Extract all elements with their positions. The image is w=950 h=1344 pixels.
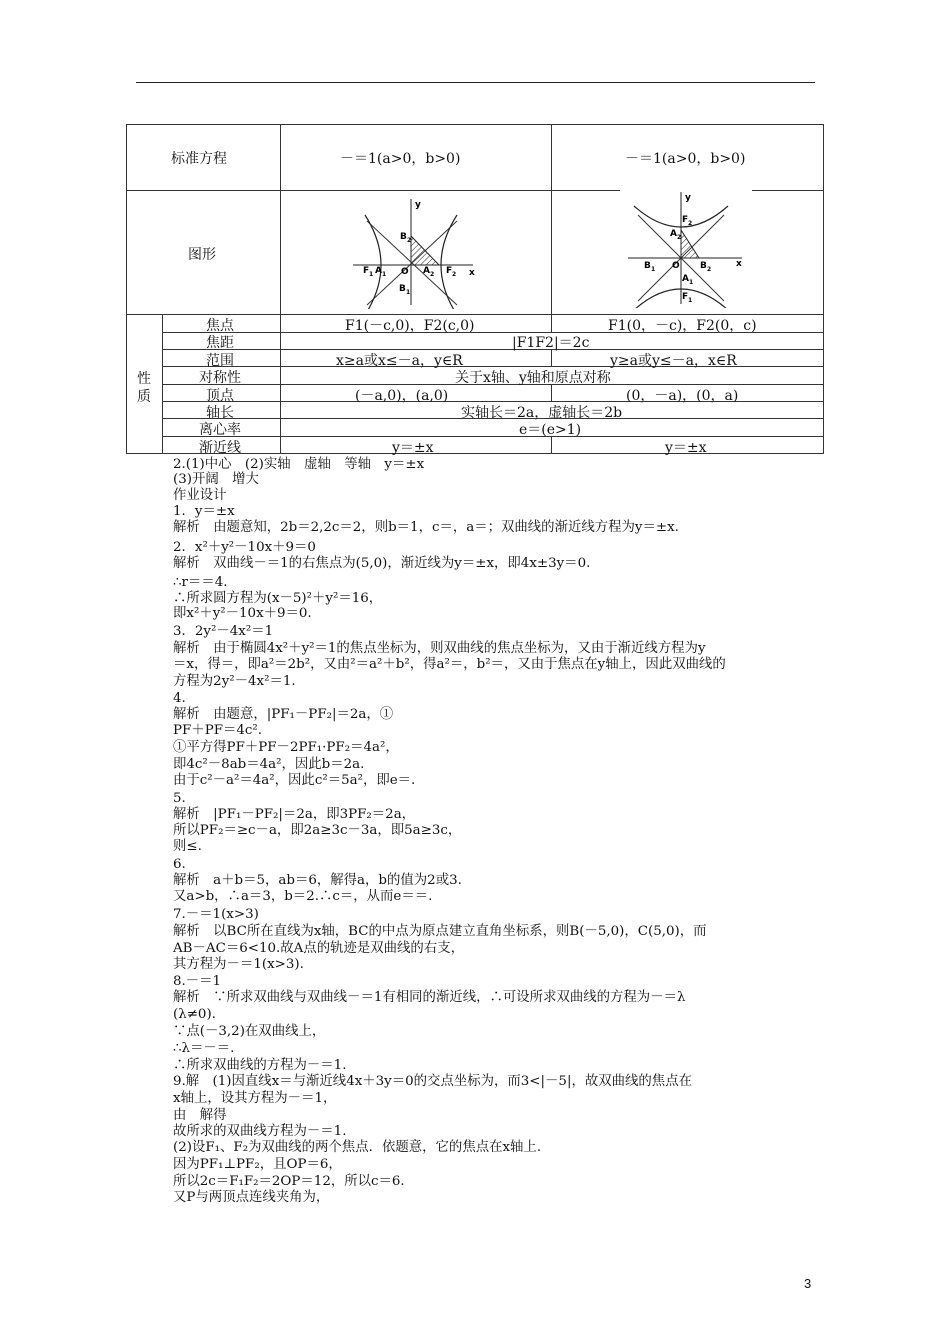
prop-name: 渐近线 (199, 440, 241, 456)
graph-left-F1-sub: 1 (369, 271, 374, 278)
header-rule (136, 82, 815, 83)
shaded-triangle (681, 230, 699, 258)
text-line: 4. (173, 691, 186, 706)
text-line: 3．2y²－4x²＝1 (173, 624, 274, 639)
text-line: ＝x，得＝，即a²＝2b²，又由²＝a²＋b²，得a²＝，b²＝，又由于焦点在y轴上，因此双曲线的 (173, 657, 726, 672)
text-line: ①平方得PF＋PF－2PF₁·PF₂＝4a²， (173, 740, 399, 755)
text-line: 所以2c＝F₁F₂＝2OP＝12，所以c＝6. (173, 1174, 405, 1189)
text-line: 即x²＋y²－10x＋9＝0. (173, 606, 312, 621)
text-line: ∴所求双曲线的方程为－＝1. (173, 1058, 347, 1073)
text-line: 又a>b，∴a＝3，b＝2.∴c＝，从而e＝＝. (173, 889, 433, 904)
graph-left-B2: B (400, 232, 407, 242)
graph-left-A1-sub: 1 (382, 271, 387, 278)
text-line: (λ≠0). (173, 1007, 216, 1022)
prop-right-value: y≥a或y≤－a，x∈R (610, 353, 737, 369)
graph-right-B1-sub: 1 (651, 266, 656, 273)
prop-merged-value: e＝(e>1) (519, 422, 582, 438)
prop-right-value: F1(0，－c)，F2(0，c) (608, 318, 757, 334)
text-line: 由 解得 (173, 1108, 227, 1123)
graph-left-B1-sub: 1 (406, 289, 411, 296)
left-hyperbola-figure (345, 193, 480, 309)
prop-left-value: F1(－c,0)，F2(c,0) (345, 318, 475, 334)
prop-left-value: y＝±x (392, 440, 434, 456)
prop-name: 对称性 (199, 370, 241, 386)
text-line: ∵点(－3,2)在双曲线上， (173, 1024, 326, 1039)
prop-right-value: y＝±x (665, 440, 707, 456)
graph-left-F2-sub: 2 (452, 271, 457, 278)
graph-right-O: O (672, 261, 680, 271)
graph-left-A2-sub: 2 (430, 271, 435, 278)
graph-left-x-label: x (469, 268, 475, 278)
graph-left-A2: A (423, 266, 430, 276)
text-line: 解析 a＋b＝5，ab＝6，解得a，b的值为2或3. (173, 873, 462, 888)
graph-right-B2: B (700, 261, 707, 271)
left-standard-equation: －＝1(a>0，b>0) (340, 151, 461, 167)
left-branch (365, 215, 381, 309)
prop-name: 离心率 (199, 422, 241, 438)
text-line: ∴λ＝－＝. (173, 1041, 235, 1056)
text-line: 8.－＝1 (173, 974, 222, 989)
text-line: (2)设F₁、F₂为双曲线的两个焦点．依题意，它的焦点在x轴上. (173, 1140, 542, 1155)
row-standard-equation-label-cell (126, 124, 281, 191)
prop-left-value: x≥a或x≤－a，y∈R (336, 353, 463, 369)
graph-right-A1: A (682, 274, 689, 284)
row-graph-label: 图形 (188, 247, 216, 263)
text-line: 解析 由题意知，2b＝2,2c＝2，则b＝1，c＝，a＝；双曲线的渐近线方程为y＝±x. (173, 520, 679, 535)
text-line: (3)开阔 增大 (173, 472, 259, 487)
graph-left-A1: A (375, 266, 382, 276)
text-line: 解析 双曲线－＝1的右焦点为(5,0)，渐近线为y＝±x，即4x±3y＝0. (173, 556, 591, 571)
graph-right-B1: B (644, 261, 651, 271)
text-line: 解析 |PF₁－PF₂|＝2a，即3PF₂＝2a， (173, 807, 416, 822)
text-line: ∴r＝＝4. (173, 575, 228, 590)
props-side-label-1: 性 (137, 371, 151, 387)
graph-right-A2-sub: 2 (677, 234, 682, 241)
graph-right-y-label: y (685, 193, 691, 203)
prop-name: 轴长 (206, 405, 234, 421)
graph-left-O: O (401, 267, 409, 277)
row-standard-equation-left-cell (280, 124, 552, 191)
text-line: 解析 以BC所在直线为x轴，BC的中点为原点建立直角坐标系，则B(－5,0)，C(5,0)，而 (173, 924, 707, 939)
shaded-triangle (411, 236, 439, 265)
row-graph-label-cell (126, 190, 281, 315)
text-line: 即4c²－8ab＝4a²，因此b＝2a. (173, 757, 365, 772)
text-line: PF＋PF＝4c². (173, 723, 263, 738)
text-line: 2．x²＋y²－10x＋9＝0 (173, 540, 316, 555)
text-line: 7.－＝1(x>3) (173, 907, 259, 922)
graph-right-F2-sub: 2 (688, 220, 693, 227)
text-line: 作业设计 (173, 488, 227, 503)
props-row-line-7 (162, 436, 824, 437)
text-line: AB－AC＝6<10.故A点的轨迹是双曲线的右支， (173, 941, 464, 956)
text-line: 5. (173, 791, 186, 806)
row-standard-equation-right-cell (551, 124, 824, 191)
split-row-1 (551, 314, 552, 332)
text-line: x轴上，设其方程为－＝1， (173, 1091, 337, 1106)
text-line: 因为PF₁⊥PF₂，且OP＝6， (173, 1157, 342, 1172)
text-line: 故所求的双曲线方程为－＝1. (173, 1124, 347, 1139)
prop-name: 焦点 (206, 318, 234, 334)
text-line: 所以PF₂＝≥c－a，即2a≥3c－3a，即5a≥3c， (173, 823, 462, 838)
text-line: 解析 由题意，|PF₁－PF₂|＝2a，① (173, 707, 394, 722)
text-line: 1．y＝±x (173, 504, 235, 519)
graph-left-F2: F (446, 266, 453, 276)
page-number: 3 (804, 1276, 812, 1291)
right-standard-equation: －＝1(a>0，b>0) (625, 151, 746, 167)
graph-right-x-label: x (736, 259, 742, 269)
row-standard-equation-label: 标准方程 (171, 151, 227, 167)
graph-left-B2-sub: 2 (407, 237, 412, 244)
graph-right-F1: F (682, 292, 689, 302)
graph-left-B1: B (399, 284, 406, 294)
graph-right-F1-sub: 1 (688, 297, 693, 304)
graph-right-A1-sub: 1 (689, 279, 694, 286)
text-line: 解析 ∵所求双曲线与双曲线－＝1有相同的渐近线，∴可设所求双曲线的方程为－＝λ (173, 990, 686, 1005)
text-line: 则≤. (173, 839, 202, 854)
graph-left-F1: F (363, 266, 370, 276)
text-line: ∴所求圆方程为(x－5)²＋y²＝16， (173, 591, 383, 606)
graph-left-y-label: y (415, 200, 421, 210)
right-hyperbola-figure (620, 186, 752, 308)
prop-merged-value: 关于x轴、y轴和原点对称 (455, 370, 611, 386)
text-line: 又P与两顶点连线夹角为， (173, 1190, 330, 1205)
text-line: 由于c²－a²＝4a²，因此c²＝5a²，即e＝. (173, 773, 416, 788)
prop-merged-value: |F1F2|＝2c (512, 335, 590, 351)
prop-merged-value: 实轴长＝2a，虚轴长＝2b (461, 405, 623, 421)
text-line: 6. (173, 857, 186, 872)
prop-right-value: (0，－a)，(0，a) (626, 388, 739, 404)
prop-left-value: (－a,0)，(a,0) (355, 388, 449, 404)
graph-right-B2-sub: 2 (707, 266, 712, 273)
text-line: 2.(1)中心 (2)实轴 虚轴 等轴 y＝±x (173, 457, 425, 472)
props-side-label-2: 质 (137, 389, 151, 405)
prop-name: 顶点 (206, 388, 234, 404)
text-line: 其方程为－＝1(x>3). (173, 957, 304, 972)
prop-name: 范围 (206, 353, 234, 369)
right-branch (441, 215, 457, 309)
text-line: 9.解 (1)因直线x＝与渐近线4x＋3y＝0的交点坐标为，而3<|－5|，故双曲线的焦点在 (173, 1074, 692, 1089)
prop-name: 焦距 (206, 335, 234, 351)
graph-right-A2: A (670, 229, 677, 239)
text-line: 方程为2y²－4x²＝1. (173, 674, 296, 689)
graph-right-F2: F (682, 215, 689, 225)
text-line: 解析 由于椭圆4x²＋y²＝1的焦点坐标为，则双曲线的焦点坐标为，又由于渐近线方程为y (173, 641, 706, 656)
